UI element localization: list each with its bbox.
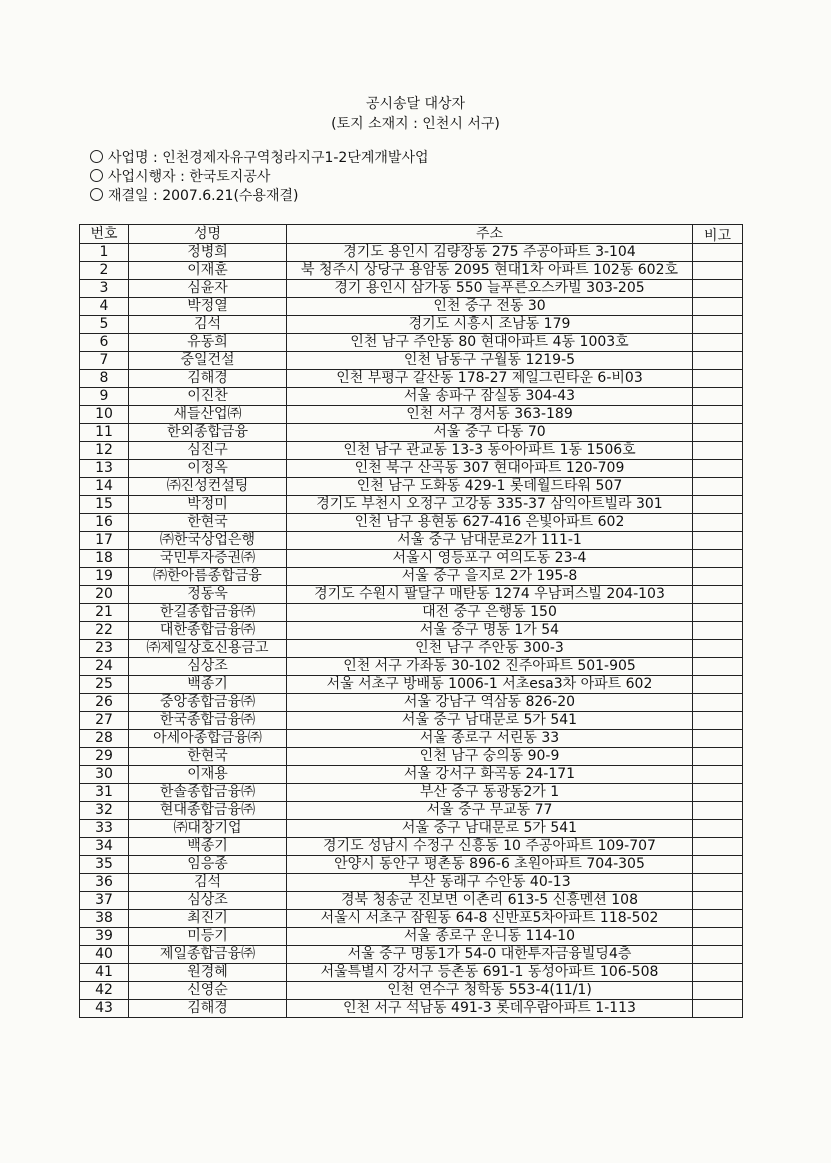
table-row xyxy=(80,838,743,856)
cell-address: 안양시 동안구 평촌동 896-6 초원아파트 704-305 xyxy=(287,856,693,874)
cell-remarks xyxy=(693,730,743,748)
cell-name: 심윤자 xyxy=(129,280,287,298)
table-row xyxy=(80,802,743,820)
cell-address: 서울 중구 남대문로2가 111-1 xyxy=(287,532,693,550)
cell-number: 5 xyxy=(80,316,129,334)
cell-name: 한길종합금융㈜ xyxy=(129,604,287,622)
cell-address: 인천 부평구 갈산동 178-27 제일그린타운 6-비03 xyxy=(287,370,693,388)
cell-name: ㈜대창기업 xyxy=(129,820,287,838)
cell-address: 인천 연수구 청학동 553-4(11/1) xyxy=(287,982,693,1000)
cell-number: 6 xyxy=(80,334,129,352)
cell-remarks xyxy=(693,622,743,640)
table-row xyxy=(80,748,743,766)
cell-address: 서울특별시 강서구 등촌동 691-1 동성아파트 106-508 xyxy=(287,964,693,982)
cell-remarks xyxy=(693,982,743,1000)
table-row xyxy=(80,388,743,406)
cell-remarks xyxy=(693,694,743,712)
cell-number: 3 xyxy=(80,280,129,298)
cell-remarks xyxy=(693,658,743,676)
cell-address: 인천 중구 전동 30 xyxy=(287,298,693,316)
table-row xyxy=(80,910,743,928)
header-address: 주소 xyxy=(287,225,693,244)
table-row xyxy=(80,424,743,442)
cell-name: 이재훈 xyxy=(129,262,287,280)
cell-name: ㈜제일상호신용금고 xyxy=(129,640,287,658)
cell-name: 유동희 xyxy=(129,334,287,352)
cell-address: 인천 남구 관교동 13-3 동아아파트 1동 1506호 xyxy=(287,442,693,460)
cell-address: 부산 동래구 수안동 40-13 xyxy=(287,874,693,892)
cell-remarks xyxy=(693,640,743,658)
cell-number: 4 xyxy=(80,298,129,316)
cell-name: 이진찬 xyxy=(129,388,287,406)
cell-name: ㈜한아름종합금융 xyxy=(129,568,287,586)
cell-number: 39 xyxy=(80,928,129,946)
table-row xyxy=(80,694,743,712)
cell-name: 한현국 xyxy=(129,514,287,532)
cell-name: 정동욱 xyxy=(129,586,287,604)
cell-name: 백종기 xyxy=(129,676,287,694)
cell-remarks xyxy=(693,802,743,820)
cell-name: 중일건설 xyxy=(129,352,287,370)
cell-remarks xyxy=(693,1000,743,1018)
cell-address: 인천 남구 도화동 429-1 롯데월드타워 507 xyxy=(287,478,693,496)
table-header-row xyxy=(80,225,743,244)
cell-address: 인천 남구 용현동 627-416 은빛아파트 602 xyxy=(287,514,693,532)
cell-number: 2 xyxy=(80,262,129,280)
cell-name: 신영순 xyxy=(129,982,287,1000)
cell-name: 중앙종합금융㈜ xyxy=(129,694,287,712)
cell-number: 27 xyxy=(80,712,129,730)
cell-address: 서울 서초구 방배동 1006-1 서초esa3차 아파트 602 xyxy=(287,676,693,694)
cell-remarks xyxy=(693,370,743,388)
header-name: 성명 xyxy=(129,225,287,244)
header-remarks: 비고 xyxy=(693,225,743,244)
cell-name: 이정옥 xyxy=(129,460,287,478)
cell-remarks xyxy=(693,532,743,550)
cell-name: 한외종합금융 xyxy=(129,424,287,442)
cell-address: 서울 강남구 역삼동 826-20 xyxy=(287,694,693,712)
table-row xyxy=(80,550,743,568)
cell-name: 정병희 xyxy=(129,244,287,262)
table-row xyxy=(80,370,743,388)
cell-address: 경북 청송군 진보면 이촌리 613-5 신흥멘션 108 xyxy=(287,892,693,910)
table-row xyxy=(80,280,743,298)
cell-remarks xyxy=(693,928,743,946)
cell-name: 심상조 xyxy=(129,658,287,676)
cell-number: 31 xyxy=(80,784,129,802)
circle-bullet-icon xyxy=(90,169,103,182)
cell-number: 18 xyxy=(80,550,129,568)
table-row xyxy=(80,640,743,658)
cell-address: 서울 종로구 서린동 33 xyxy=(287,730,693,748)
cell-remarks xyxy=(693,298,743,316)
cell-remarks xyxy=(693,946,743,964)
cell-name: 현대종합금융㈜ xyxy=(129,802,287,820)
table-row xyxy=(80,262,743,280)
cell-address: 서울 중구 명동1가 54-0 대한투자금융빌딩4층 xyxy=(287,946,693,964)
cell-address: 부산 중구 동광동2가 1 xyxy=(287,784,693,802)
info-text: 재결일 : 2007.6.21(수용재결) xyxy=(108,188,299,204)
cell-address: 서울 종로구 운니동 114-10 xyxy=(287,928,693,946)
cell-remarks xyxy=(693,874,743,892)
cell-remarks xyxy=(693,604,743,622)
cell-remarks xyxy=(693,568,743,586)
table-row xyxy=(80,982,743,1000)
circle-bullet-icon xyxy=(90,188,103,201)
info-operator xyxy=(90,166,270,186)
cell-number: 34 xyxy=(80,838,129,856)
cell-remarks xyxy=(693,784,743,802)
table-row xyxy=(80,784,743,802)
cell-remarks xyxy=(693,964,743,982)
cell-number: 26 xyxy=(80,694,129,712)
table-row xyxy=(80,478,743,496)
cell-name: 김해경 xyxy=(129,1000,287,1018)
cell-name: ㈜진성컨설팅 xyxy=(129,478,287,496)
cell-remarks xyxy=(693,712,743,730)
cell-number: 42 xyxy=(80,982,129,1000)
info-text: 사업명 : 인천경제자유구역청라지구1-2단계개발사업 xyxy=(108,150,429,166)
cell-number: 36 xyxy=(80,874,129,892)
cell-address: 인천 남구 주안동 300-3 xyxy=(287,640,693,658)
table-row xyxy=(80,676,743,694)
cell-number: 38 xyxy=(80,910,129,928)
cell-address: 경기도 시흥시 조남동 179 xyxy=(287,316,693,334)
cell-number: 33 xyxy=(80,820,129,838)
table-row xyxy=(80,496,743,514)
cell-address: 북 청주시 상당구 용암동 2095 현대1차 아파트 102동 602호 xyxy=(287,262,693,280)
cell-remarks xyxy=(693,406,743,424)
table-row xyxy=(80,730,743,748)
cell-remarks xyxy=(693,496,743,514)
info-text: 사업시행자 : 한국토지공사 xyxy=(108,169,271,185)
table-row xyxy=(80,892,743,910)
cell-address: 대전 중구 은행동 150 xyxy=(287,604,693,622)
cell-name: 심상조 xyxy=(129,892,287,910)
cell-remarks xyxy=(693,424,743,442)
cell-address: 인천 남동구 구월동 1219-5 xyxy=(287,352,693,370)
cell-remarks xyxy=(693,514,743,532)
cell-address: 서울 송파구 잠실동 304-43 xyxy=(287,388,693,406)
cell-remarks xyxy=(693,442,743,460)
cell-remarks xyxy=(693,856,743,874)
cell-name: 새들산업㈜ xyxy=(129,406,287,424)
cell-number: 12 xyxy=(80,442,129,460)
cell-name: 제일종합금융㈜ xyxy=(129,946,287,964)
cell-address: 서울 중구 명동 1가 54 xyxy=(287,622,693,640)
table-row xyxy=(80,964,743,982)
cell-number: 21 xyxy=(80,604,129,622)
cell-address: 경기도 용인시 김량장동 275 주공아파트 3-104 xyxy=(287,244,693,262)
table-row xyxy=(80,928,743,946)
circle-bullet-icon xyxy=(90,150,103,163)
cell-address: 서울 강서구 화곡동 24-171 xyxy=(287,766,693,784)
cell-remarks xyxy=(693,460,743,478)
cell-address: 서울 중구 남대문로 5가 541 xyxy=(287,712,693,730)
cell-number: 15 xyxy=(80,496,129,514)
cell-name: 심진구 xyxy=(129,442,287,460)
cell-remarks xyxy=(693,838,743,856)
cell-remarks xyxy=(693,352,743,370)
cell-address: 경기도 성남시 수정구 신흥동 10 주공아파트 109-707 xyxy=(287,838,693,856)
table-row xyxy=(80,946,743,964)
table-row xyxy=(80,820,743,838)
cell-number: 11 xyxy=(80,424,129,442)
cell-address: 서울 중구 무교동 77 xyxy=(287,802,693,820)
info-business-name xyxy=(90,147,429,167)
cell-address: 인천 서구 경서동 363-189 xyxy=(287,406,693,424)
table-row xyxy=(80,766,743,784)
cell-number: 13 xyxy=(80,460,129,478)
cell-name: 김석 xyxy=(129,316,287,334)
cell-remarks xyxy=(693,892,743,910)
table-row xyxy=(80,406,743,424)
cell-name: ㈜한국상업은행 xyxy=(129,532,287,550)
cell-number: 19 xyxy=(80,568,129,586)
table-row xyxy=(80,514,743,532)
table-row xyxy=(80,586,743,604)
cell-remarks xyxy=(693,586,743,604)
cell-number: 1 xyxy=(80,244,129,262)
cell-address: 경기도 수원시 팔달구 매탄동 1274 우남퍼스빌 204-103 xyxy=(287,586,693,604)
document-title: 공시송달 대상자 xyxy=(365,96,466,112)
cell-address: 인천 북구 산곡동 307 현대아파트 120-709 xyxy=(287,460,693,478)
cell-number: 20 xyxy=(80,586,129,604)
cell-address: 서울시 서초구 잠원동 64-8 신반포5차아파트 118-502 xyxy=(287,910,693,928)
recipients-table xyxy=(79,224,743,1018)
table-row xyxy=(80,334,743,352)
cell-number: 32 xyxy=(80,802,129,820)
table-row xyxy=(80,874,743,892)
cell-number: 30 xyxy=(80,766,129,784)
table-row xyxy=(80,712,743,730)
cell-name: 박정열 xyxy=(129,298,287,316)
table-row xyxy=(80,1000,743,1018)
cell-name: 한솔종합금융㈜ xyxy=(129,784,287,802)
cell-address: 인천 서구 가좌동 30-102 진주아파트 501-905 xyxy=(287,658,693,676)
cell-name: 미등기 xyxy=(129,928,287,946)
table-row xyxy=(80,460,743,478)
cell-name: 원경혜 xyxy=(129,964,287,982)
cell-number: 14 xyxy=(80,478,129,496)
cell-number: 8 xyxy=(80,370,129,388)
info-decision-date xyxy=(90,185,298,205)
cell-remarks xyxy=(693,766,743,784)
cell-name: 백종기 xyxy=(129,838,287,856)
cell-remarks xyxy=(693,244,743,262)
cell-name: 최진기 xyxy=(129,910,287,928)
cell-address: 인천 남구 주안동 80 현대아파트 4동 1003호 xyxy=(287,334,693,352)
cell-number: 22 xyxy=(80,622,129,640)
cell-number: 41 xyxy=(80,964,129,982)
cell-number: 9 xyxy=(80,388,129,406)
table-row xyxy=(80,532,743,550)
table-row xyxy=(80,622,743,640)
cell-number: 7 xyxy=(80,352,129,370)
cell-address: 서울 중구 다동 70 xyxy=(287,424,693,442)
cell-number: 23 xyxy=(80,640,129,658)
cell-number: 10 xyxy=(80,406,129,424)
cell-remarks xyxy=(693,478,743,496)
cell-remarks xyxy=(693,388,743,406)
cell-number: 37 xyxy=(80,892,129,910)
cell-number: 29 xyxy=(80,748,129,766)
cell-name: 김해경 xyxy=(129,370,287,388)
table-row xyxy=(80,604,743,622)
cell-address: 서울 중구 을지로 2가 195-8 xyxy=(287,568,693,586)
cell-address: 경기도 부천시 오정구 고강동 335-37 삼익아트빌라 301 xyxy=(287,496,693,514)
table-row xyxy=(80,316,743,334)
cell-name: 대한종합금융㈜ xyxy=(129,622,287,640)
document-subtitle: (토지 소재지 : 인천시 서구) xyxy=(331,116,500,132)
header-number: 번호 xyxy=(80,225,129,244)
cell-address: 경기 용인시 삼가동 550 늘푸른오스카빌 303-205 xyxy=(287,280,693,298)
cell-remarks xyxy=(693,820,743,838)
table-row xyxy=(80,856,743,874)
cell-name: 한국종합금융㈜ xyxy=(129,712,287,730)
cell-name: 박정미 xyxy=(129,496,287,514)
cell-remarks xyxy=(693,334,743,352)
cell-remarks xyxy=(693,676,743,694)
cell-number: 43 xyxy=(80,1000,129,1018)
cell-remarks xyxy=(693,550,743,568)
cell-number: 35 xyxy=(80,856,129,874)
cell-name: 이재용 xyxy=(129,766,287,784)
cell-remarks xyxy=(693,262,743,280)
cell-number: 25 xyxy=(80,676,129,694)
cell-address: 서울시 영등포구 여의도동 23-4 xyxy=(287,550,693,568)
cell-number: 16 xyxy=(80,514,129,532)
cell-name: 국민투자증권㈜ xyxy=(129,550,287,568)
cell-address: 서울 중구 남대문로 5가 541 xyxy=(287,820,693,838)
cell-name: 한현국 xyxy=(129,748,287,766)
cell-number: 17 xyxy=(80,532,129,550)
cell-remarks xyxy=(693,280,743,298)
table-row xyxy=(80,568,743,586)
cell-number: 28 xyxy=(80,730,129,748)
cell-address: 인천 서구 석남동 491-3 롯데우람아파트 1-113 xyxy=(287,1000,693,1018)
cell-name: 아세아종합금융㈜ xyxy=(129,730,287,748)
table-row xyxy=(80,658,743,676)
table-row xyxy=(80,298,743,316)
table-row xyxy=(80,244,743,262)
cell-number: 24 xyxy=(80,658,129,676)
table-row xyxy=(80,352,743,370)
cell-address: 인천 남구 숭의동 90-9 xyxy=(287,748,693,766)
cell-name: 김석 xyxy=(129,874,287,892)
cell-remarks xyxy=(693,748,743,766)
table-row xyxy=(80,442,743,460)
cell-remarks xyxy=(693,316,743,334)
cell-remarks xyxy=(693,910,743,928)
cell-name: 임응종 xyxy=(129,856,287,874)
cell-number: 40 xyxy=(80,946,129,964)
